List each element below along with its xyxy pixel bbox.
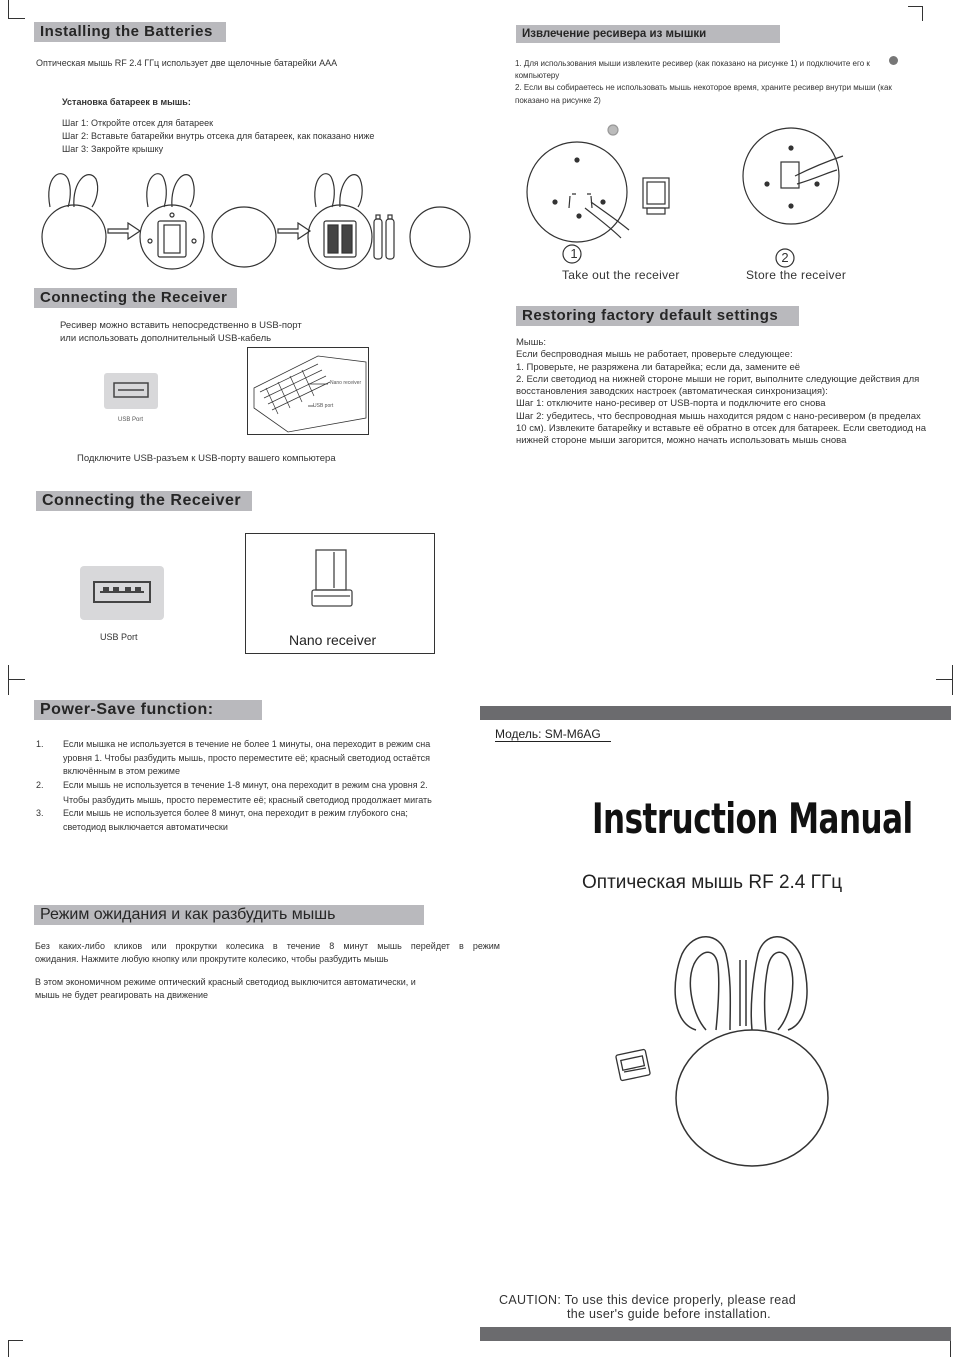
power-save-item-3-line-2: светодиод выключается автоматически (63, 822, 228, 832)
standby-para-1-line-2: ожидания. Нажмите любую кнопку или прокрутите колесико, чтобы разбудить мышь (35, 954, 389, 964)
usb-port-small-label: USB Port (118, 417, 144, 423)
usb-port-box-small (104, 373, 158, 409)
restore-line-1: Мышь: (516, 337, 546, 348)
gray-dot-marker (889, 56, 898, 65)
mouse-bottom-view-open (140, 174, 204, 269)
crop-mark-bottom-right (936, 1340, 951, 1357)
receiver-extraction-title: Извлечение ресивера из мышки (516, 25, 780, 43)
model-label: Модель: (495, 727, 542, 741)
caution-line-1: CAUTION: To use this device properly, please read (499, 1293, 797, 1307)
crop-mark-mid-left (8, 665, 25, 695)
crop-mark-mid-right (936, 665, 953, 695)
restore-defaults-title: Restoring factory default settings (516, 306, 799, 326)
crop-mark-top-left (8, 0, 25, 19)
mouse-top-view-1 (42, 174, 106, 269)
power-save-item-1-line-3: включённым в этом режиме (63, 766, 180, 776)
usb-port-icon (104, 373, 158, 409)
receiver-line-2: компьютеру (515, 71, 560, 80)
standby-title: Режим ожидания и как разбудить мышь (34, 905, 424, 925)
restore-line-5: восстановления заводских настроек (автоматическая синхронизация): (516, 386, 828, 398)
receiver-line-3: 2. Если вы собираетесь не использовать мышь некоторое время, храните ресивер внутри мыши (как (515, 83, 892, 92)
power-save-item-2-line-1: Если мышь не используется в течение 1-8 минут, она переходит в режим сна уровня 2. (63, 780, 428, 790)
batteries-section-title: Installing the Batteries (34, 22, 226, 42)
arrow-2 (278, 223, 310, 239)
standby-para-2-line-1: В этом экономичном режиме оптический красный светодиод выключится автоматически, и (35, 977, 416, 987)
cover-title: Instruction Manual (592, 795, 913, 844)
mouse-bottom-view-batteries (308, 174, 372, 269)
laptop-illustration-box (247, 347, 369, 435)
batteries-step-3: Шаг 3: Закройте крышку (62, 144, 164, 154)
laptop-keyboard-icon (248, 348, 368, 434)
usb-port-laptop-label: USB port (313, 403, 334, 409)
batteries-step-2: Шаг 2: Вставьте батарейки внутрь отсека для батареек, как показано ниже (62, 131, 375, 141)
connecting-receiver-title-1: Connecting the Receiver (34, 288, 237, 308)
restore-line-8: 10 см). Извлеките батарейку и вставьте её обратно в отсек для батареек. Если светодиод на (516, 423, 927, 435)
power-save-item-1-line-2: уровня 1. Чтобы разбудить мышь, просто переместите её; красный светодиод остаётся (63, 753, 431, 763)
receiver-line-4: показано на рисунке 2) (515, 96, 601, 105)
nano-receiver-icon (310, 548, 354, 610)
restore-defaults-text (516, 337, 926, 448)
caution-line-2: the user's guide before installation. (567, 1307, 771, 1321)
restore-line-3: 1. Проверьте, не разряжена ли батарейка; если да, замените её (516, 361, 801, 373)
usb-port-label: USB Port (100, 632, 138, 642)
battery-cover-2 (410, 207, 470, 267)
power-save-num-2: 2. (36, 780, 44, 790)
crop-mark-top-right (908, 6, 923, 21)
fig-2-label: Store the receiver (746, 268, 847, 282)
crop-mark-bottom-left (8, 1340, 23, 1357)
power-save-num-1: 1. (36, 739, 44, 749)
connecting-receiver-title-2: Connecting the Receiver (36, 491, 252, 511)
nano-receiver-label: Nano receiver (289, 632, 377, 648)
power-save-item-2-line-2: Чтобы разбудить мышь, просто переместите её; красный светодиод продолжает мигать (63, 795, 432, 805)
cover-bottom-bar (480, 1327, 951, 1341)
aaa-batteries-icon (374, 215, 394, 259)
standby-para-2-line-2: мышь не будет реагировать на движение (35, 990, 208, 1000)
power-save-item-3-line-1: Если мышь не используется более 8 минут, она переходит в режим глубокого сна; (63, 808, 408, 818)
restore-line-9: нижней стороне мыши загорится, можно начать использовать мышь снова (516, 435, 847, 447)
arrow-1 (108, 223, 140, 239)
power-save-num-3: 3. (36, 808, 44, 818)
connecting-text-line-1: Ресивер можно вставить непосредственно в USB-порт (60, 320, 302, 331)
power-save-item-1-line-1: Если мышка не используется в течение не более 1 минуты, она переходит в режим сна (63, 739, 431, 749)
fig-1-number: 1 (570, 246, 578, 261)
connecting-text-line-2: или использовать дополнительный USB-кабель (60, 333, 272, 344)
restore-line-7: Шаг 2: убедитесь, что беспроводная мышь находится рядом с нано-ресивером (в пределах (516, 410, 921, 422)
nano-receiver-box (245, 533, 435, 654)
cover-mouse-illustration (612, 930, 842, 1168)
model-value: SM-M6AG (544, 727, 601, 741)
fig-2-number: 2 (781, 250, 789, 265)
usb-port-box-large (80, 566, 164, 620)
battery-installation-illustration (36, 165, 476, 275)
connecting-caption: Подключите USB-разъем к USB-порту вашего компьютера (77, 453, 336, 464)
batteries-subtitle: Установка батареек в мышь: (62, 97, 191, 107)
fig-1-label: Take out the receiver (562, 268, 680, 282)
battery-cover-1 (212, 207, 276, 267)
cover-top-bar (480, 706, 951, 720)
batteries-intro: Оптическая мышь RF 2.4 ГГц использует две щелочные батарейки ААА (36, 58, 338, 68)
standby-para-1-line-1: Без каких-либо кликов или прокрутки колесика в течение 8 минут мышь перейдет в режим (35, 941, 500, 951)
restore-line-2: Если беспроводная мышь не работает, проверьте следующее: (516, 349, 793, 361)
receiver-line-1: 1. Для использования мыши извлеките ресивер (как показано на рисунке 1) и подключите его к (515, 59, 870, 68)
cover-subtitle: Оптическая мышь RF 2.4 ГГц (582, 872, 843, 893)
restore-line-6: Шаг 1: отключите нано-ресивер от USB-порта и подключите его снова (516, 398, 826, 410)
restore-line-4: 2. Если светодиод на нижней стороне мыши не горит, выполните следующие действия для (516, 373, 920, 385)
power-save-title: Power-Save function: (34, 700, 262, 720)
batteries-step-1: Шаг 1: Откройте отсек для батареек (62, 118, 214, 128)
model-line (495, 727, 611, 742)
usb-port-large-icon (80, 566, 164, 620)
nano-receiver-small-label: Nano receiver (330, 380, 362, 386)
